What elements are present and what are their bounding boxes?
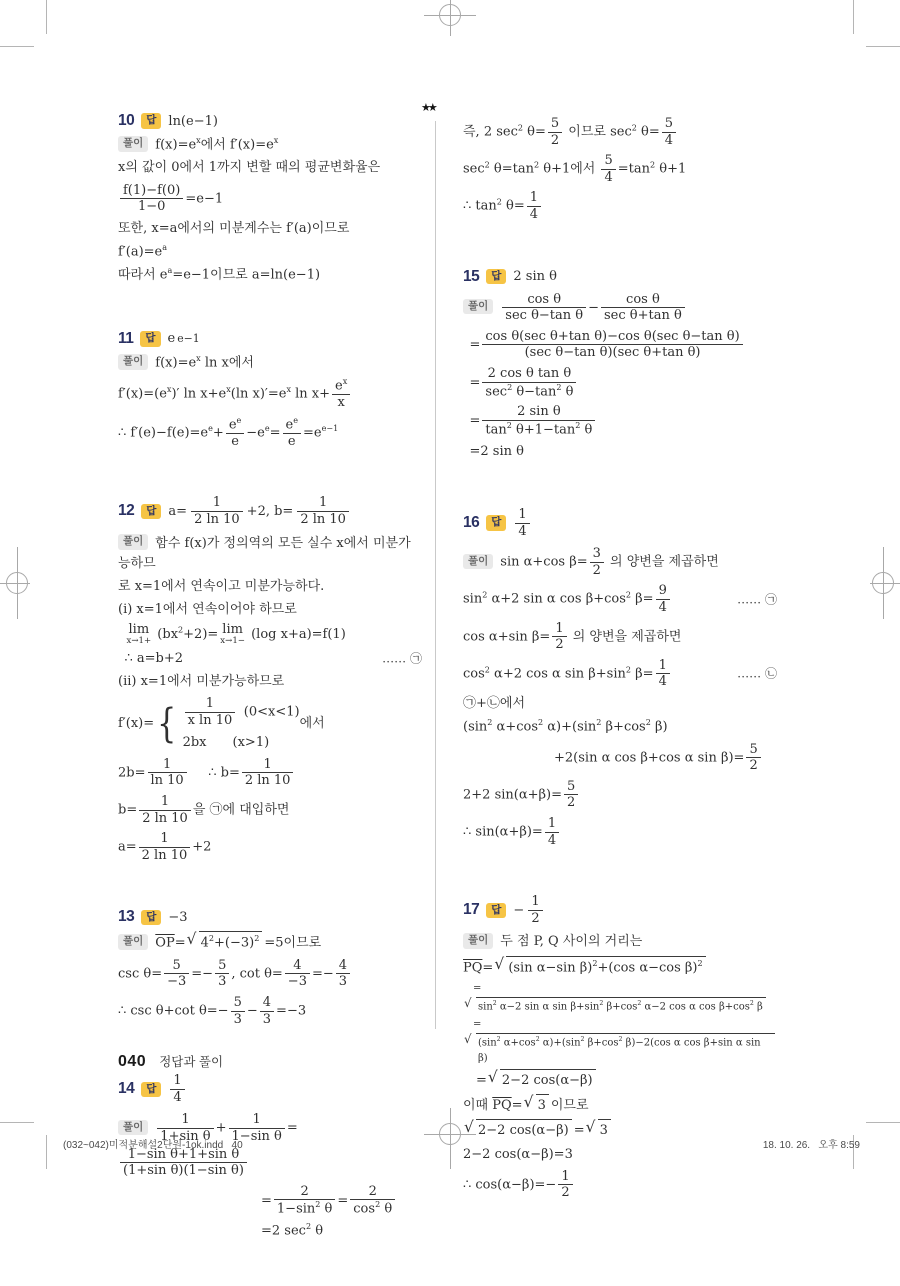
problem-number: 10 [118,112,135,129]
problem-block-17 [463,893,777,1202]
solution-line: (i) x=1에서 연속이어야 하므로 [118,601,297,617]
sqrt-radical: √ 3 [598,1119,611,1141]
solution-line: 2b= $\frac{1}{\ln 10}$ ∴ b= $\frac{1}{2 \ln 10}$ [118,756,422,790]
solution-line: x의 값이 0에서 1까지 변할 때의 평균변화율은 [118,160,381,176]
answer-text: ln(e−1) [168,113,218,129]
trim-mark [866,46,900,47]
solution-line: 풀이 함수 f(x)가 정의역의 모든 실수 x에서 미분가능하므 [118,535,411,571]
reference-mark: …… ㉡ [737,666,777,681]
problem-number: 14 [118,1080,135,1098]
solution-line: 이때 $\overline{PQ}=$ √ 3 이므로 [463,1094,777,1116]
solution-line: ㉠+㉡에서 [463,696,526,712]
solution-badge: 풀이 [463,933,493,949]
trim-mark [853,0,854,34]
problem-header [463,893,777,927]
solution-badge: 풀이 [118,136,148,152]
solution-line: csc θ= $\frac{5}{-3}$ =− $\frac{5}{3}$ , cot θ= $\frac{4}{-3}$ =− $\frac{4}{3}$ [118,957,422,991]
divider-star-icon: ★★ [421,102,435,114]
solution-line: =2 sin θ [463,443,524,459]
solution-line: = √ 2−2 cos(α−β) [463,1069,777,1091]
solution-line: = $\frac{2}{1-\sin^2 \theta}$ = $\frac{2}{\cos^2 \theta}$ [118,1183,422,1219]
problem-number: 15 [463,267,480,285]
sqrt-radical: √ ($\sin^2$ $\alpha+\cos^2$ $\alpha)+(\sin^2$ $\beta+\cos^2$ β)−2(cos α cos β+sin α sin β) [476,1033,775,1066]
problem-block-13 [118,908,422,1028]
answer-badge: 답 [486,269,506,285]
solution-line: 2−2 cos(α−β)=3 [463,1146,573,1162]
problem-block-16 [463,506,777,849]
solution-line: cos α+sin β= $\frac{1}{2}$ 의 양변을 제곱하면 [463,620,682,653]
solution-line: ∴ a=b+2 …… ㉠ [118,649,422,669]
page-footer [118,1052,223,1071]
answer-text: 2 sin θ [513,269,557,285]
footer-page-number: 040 [118,1053,147,1070]
problem-block-12 [118,494,422,864]
print-info-timestamp: 18. 10. 26. 오후 8:59 [762,1140,860,1151]
problem-number: 12 [118,502,135,520]
answer-badge: 답 [140,331,160,347]
problem-header [463,268,777,286]
solution-line: 또한, x=a에서의 미분계수는 f′(a)이므로 [118,220,350,236]
solution-line: 로 x=1에서 연속이고 미분가능하다. [118,578,325,594]
solution-line: b= $\frac{1}{2 \ln 10}$ 을 ㉠에 대입하면 [118,793,290,826]
solution-line: 풀이 $f(x)=e^x$에서 $f'(x)=e^x$ [118,135,422,155]
footer-label: 정답과 풀이 [159,1055,224,1069]
solution-line: 즉, 2 $\sec^2 \theta=$ $\frac{5}{2}$ 이므로 $\sec^2 \theta=$ $\frac{5}{4}$ [463,115,777,149]
problem-number: 17 [463,901,480,919]
solution-line: ∴ $\tan^2 \theta=$ $\frac{1}{4}$ [463,189,777,223]
solution-line: 풀이 $\overline{OP}=$ √ $4^2+(-3)^2 =5$이므로 [118,931,422,953]
answer-badge: 답 [141,910,161,926]
answer-badge: 답 [141,504,161,520]
solution-line: 풀이 $\frac{1}{\text{1+sin θ}}$ + $\frac{1}{\text{1−sin θ}}$ = $\frac{\text{1−sin θ+1+sin θ}}{\text{(1+sin θ)(1−sin θ)}}$ [118,1111,422,1179]
solution-line: 풀이 sin α+cos β= $\frac{3}{2}$ 의 양변을 제곱하면 [463,545,777,579]
answer-text: e e−1 [167,331,200,347]
solution-line: = $\frac{\text{cos θ(sec θ+tan θ)−cos θ(sec θ−tan θ)}}{\text{(sec θ−tan θ)(sec θ+tan θ)}}$ [463,328,777,362]
registration-mark-right-circle [872,572,894,594]
solution-line: =2 $\sec^2 \theta$ [118,1222,324,1239]
problem-block-14 [118,1072,422,1242]
solution-badge: 풀이 [118,1120,148,1136]
trim-mark [866,1122,900,1123]
solution-line: $\overline{PQ}=$ √ (sin α−sin β)$^2$+(cos α−cos β)$^2$ [463,956,777,978]
solution-line: ($\sin^2$ $\alpha+\cos^2$ $\alpha)+(\sin^2$ $\beta+\cos^2$ β) [463,718,668,735]
sqrt-radical: √ $\sin^2 \alpha-2$ sin α $\sin \beta+\sin^2$ $\beta+\cos^2$ α−2 cos α $\cos \beta+\cos^2$ β [476,997,766,1015]
solution-badge: 풀이 [118,934,148,950]
answer-badge: 답 [141,113,161,129]
answer-text: $\frac{1}{4}$ [513,506,531,540]
problem-solution [463,291,777,463]
answer-badge: 답 [141,1082,161,1098]
problem-header [118,1072,422,1106]
problem-header [118,330,422,348]
sqrt-radical: √ (sin α−sin β)$^2$+(cos α−cos β)$^2$ [506,956,705,978]
reference-mark: …… ㉠ [737,592,777,607]
solution-line: ∴ csc θ+cot θ=− $\frac{5}{3}$ − $\frac{4}{3}$ =−3 [118,995,307,1027]
solution-line: lim x→1+ $(bx^2+2)=$ lim x→1− (log x+a)=f(1) [126,622,346,646]
problem-number: 16 [463,514,480,532]
problem-block-11 [118,330,422,451]
answer-badge: 답 [486,903,506,919]
trim-mark [0,1122,34,1123]
trim-mark [0,46,34,47]
problem-header [463,506,777,540]
problem-solution [118,931,422,1028]
solution-line: a= $\frac{1}{2 \ln 10}$ +2 [118,831,212,863]
solution-line: $\sin^2 \alpha+2$ sin α $\cos \beta+\cos^2$ β= $\frac{9}{4}$ …… ㉠ [463,583,777,616]
print-info-filename: (032~042)미적분해설2단원-1ok.indd 40 [63,1140,243,1151]
solution-line: $\cos^2 \alpha+2$ cos α $\sin \beta+\sin^2$ β= $\frac{1}{4}$ …… ㉡ [463,657,777,690]
solution-line: ∴ cos(α−β)=− $\frac{1}{2}$ [463,1168,777,1202]
problem-solution [118,1111,422,1241]
problem-solution [118,353,422,451]
solution-line: =√ $\sin^2 \alpha-2$ sin α $\sin \beta+\sin^2$ $\beta+\cos^2$ α−2 cos α $\cos \beta+\cos^2$ β [463,981,777,1014]
solution-line: √ 2−2 cos(α−β) = √ 3 [463,1119,777,1141]
reference-mark: …… ㉠ [382,651,422,666]
answer-text: $\frac{1}{4}$ [168,1072,186,1106]
solution-line: $\sec^2 \theta=\tan^2$ θ+1에서 $\frac{5}{4}$ $=\tan^2$ θ+1 [463,153,687,185]
solution-line: 따라서 $e^a=e-1$이므로 a=ln(e−1) [118,266,321,283]
sqrt-radical: √ 3 [536,1094,549,1116]
problem-continuation [463,115,777,224]
column-left [118,112,422,1286]
answer-text: −3 [168,909,188,925]
problem-number: 13 [118,908,135,926]
column-right [463,112,777,1286]
registration-mark-left-circle [6,572,28,594]
solution-line: 풀이 두 점 P, Q 사이의 거리는 [463,932,777,952]
problem-header [118,112,422,130]
solution-line: $\frac{f(1)-f(0)}{1-0}$ =e−1 [118,182,422,216]
problem-header [118,494,422,528]
solution-badge: 풀이 [118,534,148,550]
solution-badge: 풀이 [463,299,493,315]
registration-mark-top-circle [439,4,461,26]
answer-badge: 답 [486,515,506,531]
solution-line: ∴ $f'(e)-f(e)=e^e+$ $\frac{e^e}{e}$ $-e^e=$ $\frac{e^e}{e}$ $=e^{e-1}$ [118,415,339,449]
problem-solution [118,534,422,865]
solution-line: $f'(a)=e^a$ [118,242,168,260]
answer-text: a= $\frac{1}{2 \ln 10}$ +2, b= $\frac{1}{2 \ln 10}$ [168,494,351,528]
solution-line: =√ ($\sin^2$ $\alpha+\cos^2$ $\alpha)+(\sin^2$ $\beta+\cos^2$ β)−2(cos α cos β+sin α sin β) [463,1017,777,1066]
problem-solution [463,545,777,849]
problem-header [118,908,422,926]
solution-badge: 풀이 [463,554,493,570]
sqrt-radical: √ $4^2+(-3)^2$ [199,931,263,953]
problem-solution [463,932,777,1202]
solution-badge: 풀이 [118,354,148,370]
solution-line: = $\frac{\text{2 sin θ}}{\tan^2 \theta+1-\tan^2 \theta}$ [463,403,777,439]
solution-line: 2+2 sin(α+β)= $\frac{5}{2}$ [463,778,777,812]
trim-mark [46,1135,47,1169]
problem-number: 11 [118,329,134,347]
solution-line: $f'(x)=(e^x)'$ $\ln x+e^x(\ln$ $x)'=e^x$ ln x+ $\frac{e^x}{x}$ [118,376,422,412]
solution-line: ∴ sin(α+β)= $\frac{1}{4}$ [463,815,777,849]
solution-line: f′(x)= { $\frac{1}{\text{x ln 10}}$ (0<x<1) 2bx (x>1) 에서 [118,696,325,750]
sqrt-radical: √ 2−2 cos(α−β) [476,1119,572,1141]
sqrt-radical: √ 2−2 cos(α−β) [500,1069,596,1091]
solutions-content [118,112,777,1286]
solution-line: +2(sin α cos β+cos α sin β)= $\frac{5}{2}$ [463,741,777,775]
problem-solution [118,135,422,286]
solution-line: (ii) x=1에서 미분가능하므로 [118,674,285,690]
solution-line: 풀이 $\frac{\text{cos θ}}{\text{sec θ−tan θ}}$ − $\frac{\text{cos θ}}{\text{sec θ+tan θ}}$ [463,291,777,325]
answer-text: − $\frac{1}{2}$ [513,893,544,927]
solution-line: 풀이 $f(x)=e^x$ ln x에서 [118,353,422,373]
problem-solution [463,115,777,224]
solution-line: = $\frac{\text{2 cos θ tan θ}}{\sec^2 \theta-\tan^2 \theta}$ [463,365,777,401]
problem-block-10 [118,112,422,286]
problem-block-15 [463,268,777,463]
trim-mark [46,0,47,34]
